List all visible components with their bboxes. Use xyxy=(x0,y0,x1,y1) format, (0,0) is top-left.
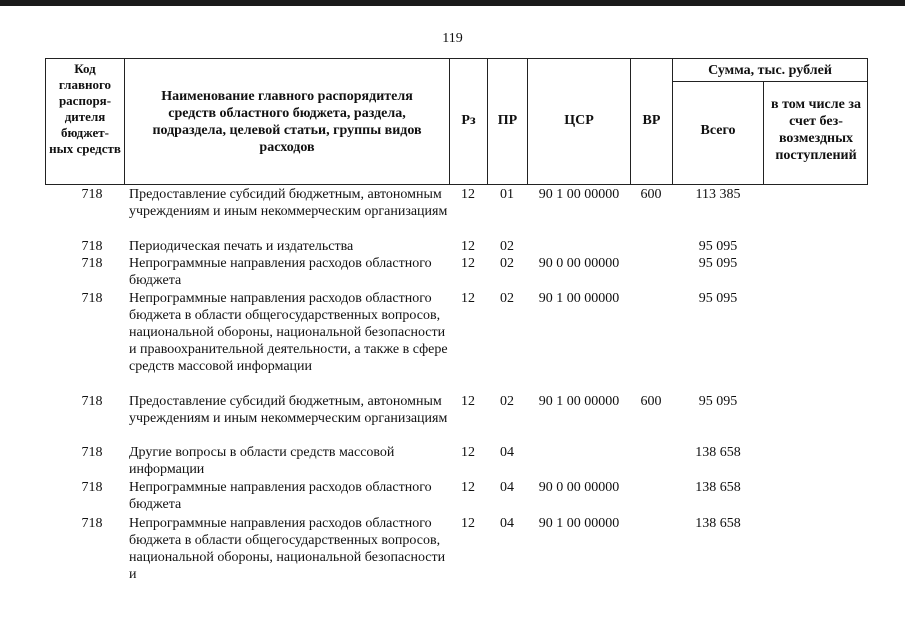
header-rz: Рз xyxy=(461,113,476,128)
cell-name: Непрограммные направления расходов областного бюджета в области общегосударственных вопросов, национальной обороны, национальной безопасности и xyxy=(129,516,446,582)
cell-total: 138 658 xyxy=(695,445,741,460)
cell-name: Периодическая печать и издательства xyxy=(129,239,354,254)
cell-rz: 12 xyxy=(461,394,475,409)
cell-rz: 12 xyxy=(461,187,475,202)
cell-rz: 12 xyxy=(461,516,475,531)
header-pr: ПР xyxy=(497,113,518,128)
cell-pr: 02 xyxy=(500,256,514,271)
cell-pr: 02 xyxy=(500,239,514,254)
cell-csr: 90 0 00 00000 xyxy=(538,480,620,495)
cell-total: 138 658 xyxy=(695,480,741,495)
cell-pr: 04 xyxy=(500,516,514,531)
cell-total: 95 095 xyxy=(698,239,738,254)
cell-code: 718 xyxy=(81,394,103,409)
cell-rz: 12 xyxy=(461,256,475,271)
cell-code: 718 xyxy=(81,187,103,202)
cell-csr: 90 1 00 00000 xyxy=(538,291,620,306)
cell-total: 95 095 xyxy=(698,256,738,271)
header-sum: Сумма, тыс. рублей xyxy=(708,63,832,78)
cell-rz: 12 xyxy=(461,445,475,460)
header-vr: ВР xyxy=(642,113,661,128)
header-rule-v xyxy=(867,58,868,185)
cell-rz: 12 xyxy=(461,291,475,306)
cell-rz: 12 xyxy=(461,480,475,495)
header-name: Наименование главного распорядителя средств областного бюджета, раздела, подраздела, целевой статьи, группы видов расходов xyxy=(152,89,422,155)
header-rule-v xyxy=(45,58,46,185)
header-total: Всего xyxy=(700,123,736,138)
cell-total: 138 658 xyxy=(695,516,741,531)
cell-name: Непрограммные направления расходов областного бюджета в области общегосударственных вопросов, национальной обороны, национальной безопасности и правоохранительной деятельности, а также в сфере средств массовой информации xyxy=(129,291,448,374)
header-incl: в том числе за счет без- возмездных поступлений xyxy=(771,97,861,163)
cell-code: 718 xyxy=(81,291,103,306)
cell-pr: 01 xyxy=(500,187,514,202)
cell-pr: 04 xyxy=(500,480,514,495)
cell-csr: 90 1 00 00000 xyxy=(538,516,620,531)
cell-vr: 600 xyxy=(640,394,662,409)
cell-name: Непрограммные направления расходов областного бюджета xyxy=(129,256,432,288)
cell-code: 718 xyxy=(81,239,103,254)
header-top-rule xyxy=(45,58,868,59)
cell-code: 718 xyxy=(81,480,103,495)
cell-name: Предоставление субсидий бюджетным, автономным учреждениям и иным некоммерческим организациям xyxy=(129,187,448,219)
cell-pr: 02 xyxy=(500,291,514,306)
cell-code: 718 xyxy=(81,256,103,271)
header-csr: ЦСР xyxy=(564,113,594,128)
cell-rz: 12 xyxy=(461,239,475,254)
cell-csr: 90 1 00 00000 xyxy=(538,394,620,409)
header-code: Код главного распоря- дителя бюджет- ных средств xyxy=(49,61,121,156)
cell-pr: 04 xyxy=(500,445,514,460)
cell-total: 95 095 xyxy=(698,394,738,409)
cell-name: Предоставление субсидий бюджетным, автономным учреждениям и иным некоммерческим организациям xyxy=(129,394,448,426)
cell-code: 718 xyxy=(81,445,103,460)
cell-code: 718 xyxy=(81,516,103,531)
header-bottom-rule xyxy=(45,184,868,185)
header-sum-rule xyxy=(672,81,868,82)
cell-total: 95 095 xyxy=(698,291,738,306)
cell-csr: 90 0 00 00000 xyxy=(538,256,620,271)
cell-total: 113 385 xyxy=(695,187,741,202)
cell-vr: 600 xyxy=(640,187,662,202)
scan-top-border xyxy=(0,0,905,6)
cell-pr: 02 xyxy=(500,394,514,409)
cell-name: Другие вопросы в области средств массовой информации xyxy=(129,445,395,477)
header-rule-v xyxy=(763,81,764,185)
cell-csr: 90 1 00 00000 xyxy=(538,187,620,202)
cell-name: Непрограммные направления расходов областного бюджета xyxy=(129,480,432,512)
header-rule-v xyxy=(124,58,125,185)
page-number: 119 xyxy=(442,31,463,46)
